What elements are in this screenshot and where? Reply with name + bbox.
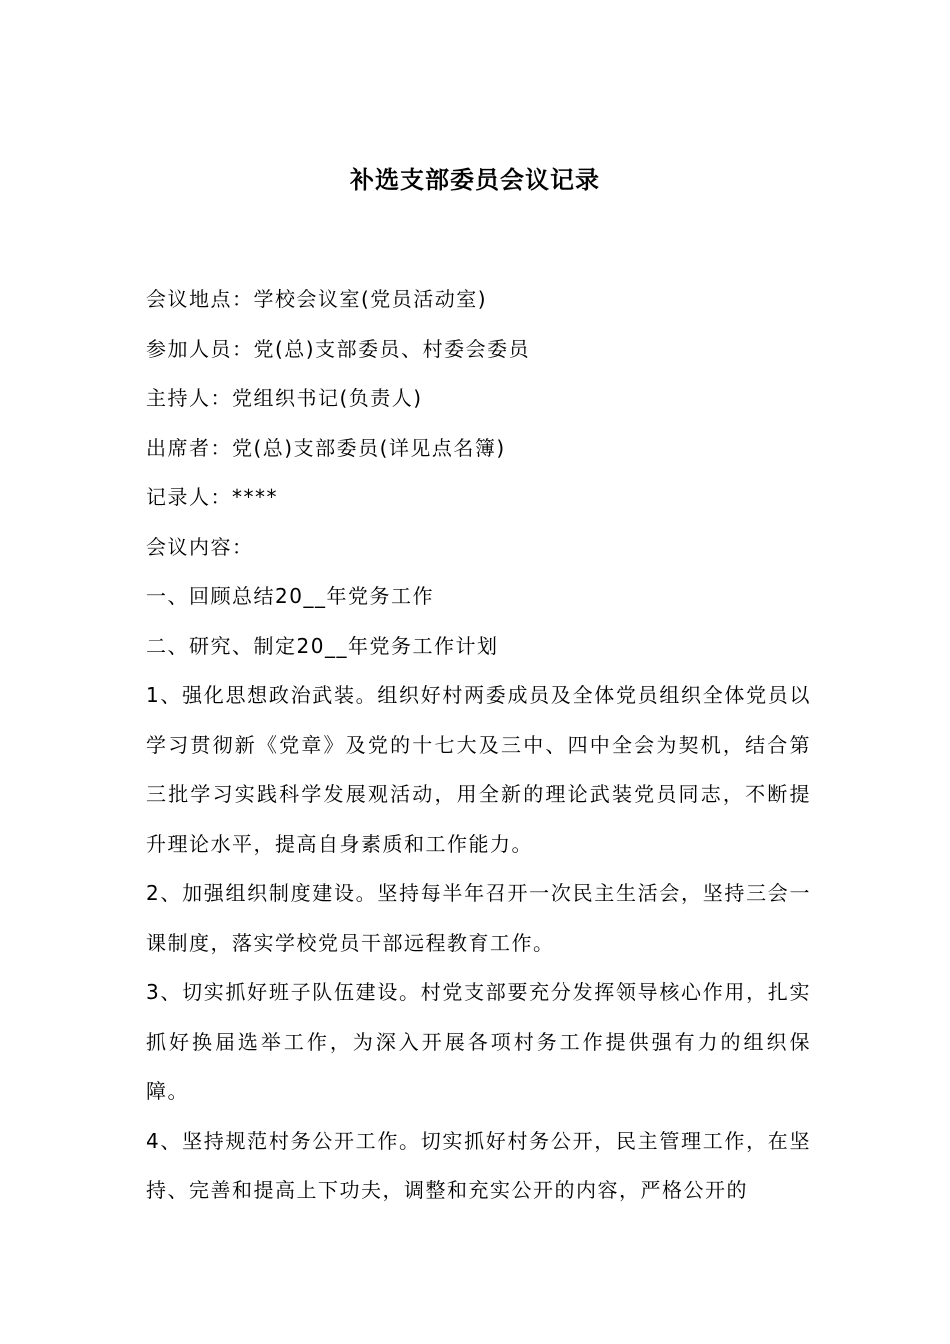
plan-paragraph-1: 1、强化思想政治武装。组织好村两委成员及全体党员组织全体党员以学习贯彻新《党章》及党的十七大及三中、四中全会为契机，结合第三批学习实践科学发展观活动，用全新的理论武装党员同志，不断提升理论水平，提高自身素质和工作能力。 — [146, 683, 811, 856]
plan-paragraph-4: 4、坚持规范村务公开工作。切实抓好村务公开，民主管理工作，在坚持、完善和提高上下功夫，调整和充实公开的内容，严格公开的 — [146, 1128, 811, 1202]
plan-paragraph-2: 2、加强组织制度建设。坚持每半年召开一次民主生活会，坚持三会一课制度，落实学校党员干部远程教育工作。 — [146, 881, 811, 955]
plan-paragraph-3: 3、切实抓好班子队伍建设。村党支部要充分发挥领导核心作用，扎实抓好换届选举工作，为深入开展各项村务工作提供强有力的组织保障。 — [146, 980, 811, 1103]
attendees: 出席者：党(总)支部委员(详见点名簿) — [146, 435, 506, 460]
participants: 参加人员：党(总)支部委员、村委会委员 — [146, 336, 531, 361]
document-title: 补选支部委员会议记录 — [350, 165, 600, 194]
meeting-location: 会议地点：学校会议室(党员活动室) — [146, 287, 488, 311]
agenda-item-1: 一、回顾总结20__年党务工作 — [146, 584, 434, 608]
host: 主持人：党组织书记(负责人) — [146, 386, 423, 410]
document-body — [146, 275, 811, 1216]
recorder: 记录人：**** — [146, 485, 278, 509]
agenda-item-2: 二、研究、制定20__年党务工作计划 — [146, 633, 499, 658]
meeting-content-heading: 会议内容： — [146, 534, 254, 559]
